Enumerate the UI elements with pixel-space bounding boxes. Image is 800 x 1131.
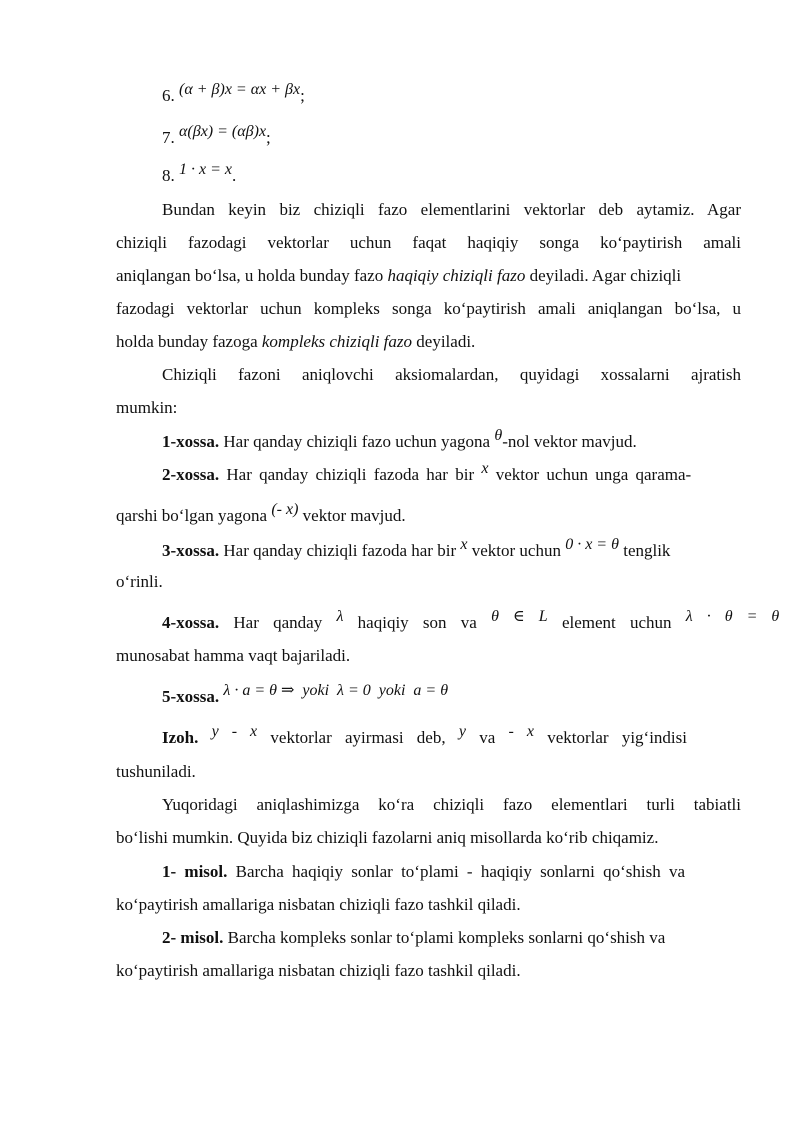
punctuation: . (232, 166, 237, 185)
formula: y (458, 723, 466, 740)
text: qarshi bo‘lgan yagona (116, 506, 272, 525)
formula-eq: = (231, 81, 251, 98)
formula-lhs: 1 · x (179, 161, 207, 178)
text: tenglik (618, 541, 671, 560)
text: Har qanday (219, 613, 337, 632)
paragraph-line: ko‘paytirish amallariga nisbatan chiziqli fazo tashkil qiladi. (116, 961, 521, 980)
example-1 (162, 862, 741, 882)
formula-rhs: x (224, 161, 233, 178)
paragraph-line (116, 266, 741, 286)
property-5 (162, 682, 741, 708)
text: deyiladi. Agar chiziqli (525, 266, 682, 285)
paragraph-line (116, 501, 741, 527)
axiom-number: 8. (162, 166, 175, 185)
formula: x (460, 536, 468, 553)
formula-eq: = (206, 161, 225, 178)
example-label: 1- misol. (162, 862, 228, 881)
text: aniqlangan bo‘lsa, u holda bunday fazo (116, 266, 388, 285)
property-label: 2-xossa. (162, 465, 220, 484)
paragraph-line: chiziqli fazodagi vektorlar uchun faqat haqiqiy songa ko‘paytirish amali (116, 233, 741, 252)
formula: (- x) (271, 501, 299, 518)
property-label: 3-xossa. (162, 541, 220, 560)
paragraph-line: Bundan keyin biz chiziqli fazo elementlarini vektorlar deb aytamiz. Agar (162, 200, 741, 219)
axiom-6 (162, 81, 741, 107)
text: Barcha haqiqiy sonlar to‘plami - haqiqiy sonlarni qo‘shish va (227, 862, 685, 881)
property-2 (162, 460, 741, 486)
text: holda bunday fazoga (116, 332, 262, 351)
text: vektorlar yig‘indisi (533, 728, 687, 747)
formula: θ ∈ L (491, 608, 548, 625)
property-4 (162, 608, 780, 634)
property-label: 1-xossa. (162, 432, 220, 451)
property-3 (162, 536, 741, 562)
formula: λ · θ = θ (685, 608, 780, 625)
formula: - x (508, 723, 534, 740)
term-italic: haqiqiy chiziqli fazo (387, 266, 526, 285)
text: -nol vektor mavjud. (502, 432, 637, 451)
formula: λ (336, 608, 344, 625)
paragraph-line: Chiziqli fazoni aniqlovchi aksiomalardan, quyidagi xossalarni ajratish (162, 365, 741, 384)
remark (162, 723, 741, 749)
text: vektor uchun unga qarama- (488, 465, 692, 484)
punctuation: ; (266, 128, 271, 147)
term-italic: kompleks chiziqli fazo (261, 332, 413, 351)
formula: x (481, 460, 489, 477)
text: Har qanday chiziqli fazoda har bir (219, 541, 461, 560)
paragraph-line (116, 332, 741, 352)
example-2 (162, 928, 741, 948)
text: Har qanday chiziqli fazo uchun yagona (219, 432, 495, 451)
property-1 (162, 427, 741, 453)
formula-eq: = (213, 123, 232, 140)
punctuation: ; (300, 86, 305, 105)
formula: θ (494, 427, 503, 444)
formula-lhs: (α + β)x (179, 81, 232, 98)
formula: 0 · x = θ (565, 536, 619, 553)
remark-label: Izoh. (162, 728, 199, 747)
example-label: 2- misol. (162, 928, 224, 947)
property-label: 4-xossa. (162, 613, 220, 632)
paragraph-line: bo‘lishi mumkin. Quyida biz chiziqli fazolarni aniq misollarda ko‘rib chiqamiz. (116, 828, 659, 847)
formula: y - x (211, 723, 258, 740)
text: deyiladi. (412, 332, 476, 351)
formula-lhs: α(βx) (179, 123, 214, 140)
text: Har qanday chiziqli fazoda har bir (219, 465, 482, 484)
paragraph-line: o‘rinli. (116, 572, 163, 591)
text: Barcha kompleks sonlar to‘plami kompleks sonlarni qo‘shish va (223, 928, 666, 947)
paragraph-line: munosabat hamma vaqt bajariladi. (116, 646, 351, 665)
paragraph-line: tushuniladi. (116, 762, 196, 781)
formula-rhs: (αβ)x (231, 123, 267, 140)
text: element uchun (547, 613, 686, 632)
formula: λ · a = θ ⇒ yoki λ = 0 yoki a = θ (223, 682, 449, 699)
axiom-8 (162, 161, 741, 187)
axiom-number: 7. (162, 128, 175, 147)
formula-rhs: αx + βx (250, 81, 301, 98)
paragraph-line: fazodagi vektorlar uchun kompleks songa ko‘paytirish amali aniqlangan bo‘lsa, u (116, 299, 741, 318)
text: haqiqiy son va (343, 613, 492, 632)
axiom-7 (162, 123, 741, 149)
property-label: 5-xossa. (162, 687, 220, 706)
text: vektor uchun (467, 541, 566, 560)
paragraph-line: Yuqoridagi aniqlashimizga ko‘ra chiziqli fazo elementlari turli tabiatli (162, 795, 741, 814)
axiom-number: 6. (162, 86, 175, 105)
paragraph-line: ko‘paytirish amallariga nisbatan chiziqli fazo tashkil qiladi. (116, 895, 521, 914)
text: vektorlar ayirmasi deb, (257, 728, 459, 747)
text: va (465, 728, 509, 747)
paragraph-line: mumkin: (116, 398, 178, 417)
text: vektor mavjud. (298, 506, 406, 525)
